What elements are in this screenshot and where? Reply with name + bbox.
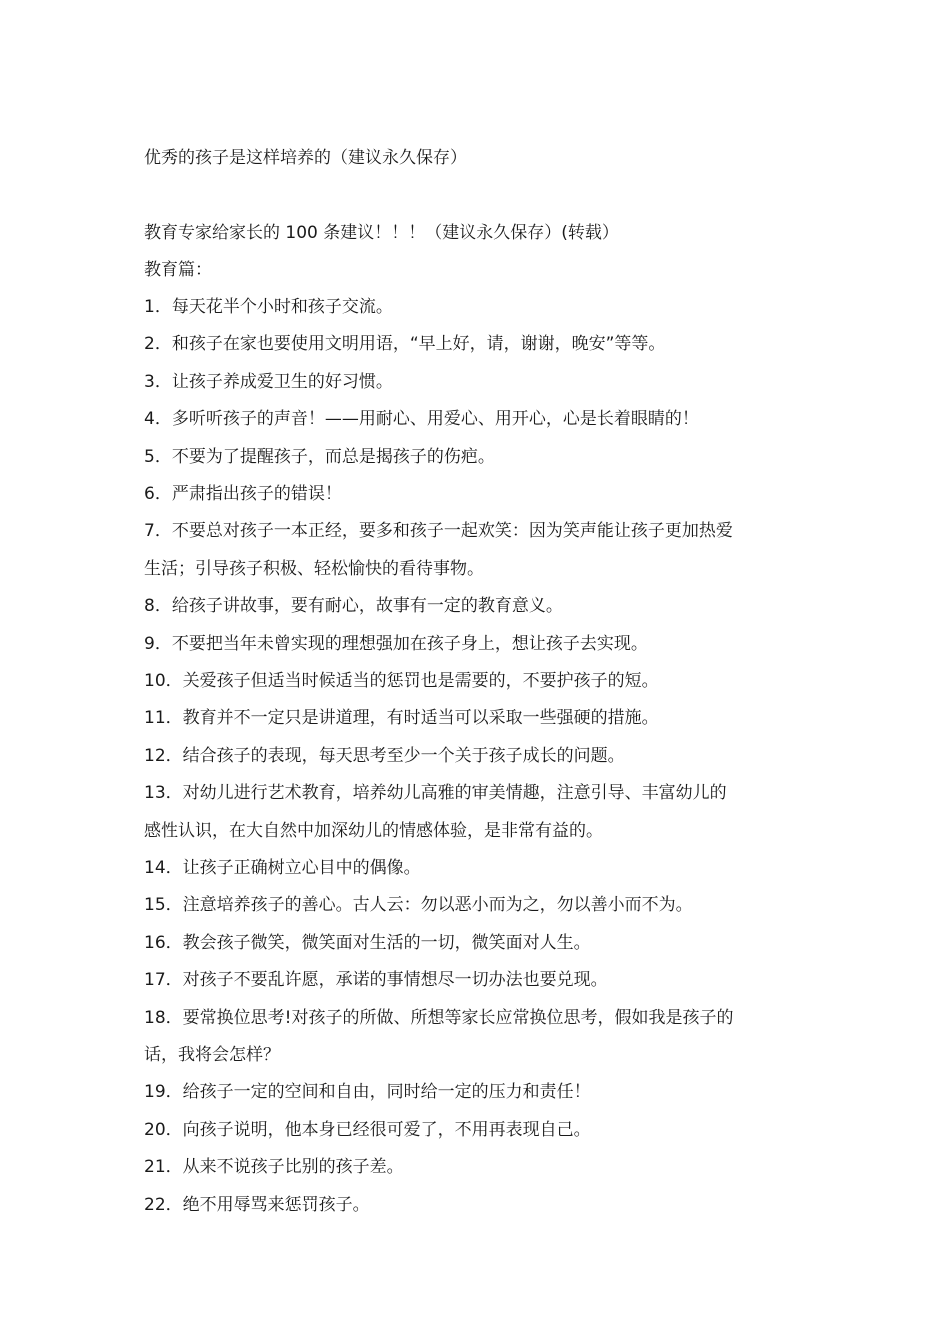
- advice-line: 14．让孩子正确树立心目中的偶像。: [144, 858, 421, 878]
- advice-line: 19．给孩子一定的空间和自由，同时给一定的压力和责任！: [144, 1082, 591, 1102]
- advice-line: 10．关爱孩子但适当时候适当的惩罚也是需要的，不要护孩子的短。: [144, 671, 659, 691]
- document-title: 优秀的孩子是这样培养的（建议永久保存）: [144, 148, 467, 168]
- advice-line: 21．从来不说孩子比别的孩子差。: [144, 1157, 404, 1177]
- advice-line: 2．和孩子在家也要使用文明用语，“早上好，请，谢谢，晚安”等等。: [144, 334, 666, 354]
- advice-line: 13．对幼儿进行艺术教育，培养幼儿高雅的审美情趣，注意引导、丰富幼儿的: [144, 783, 727, 803]
- document-subtitle: 教育专家给家长的 100 条建议！！！（建议永久保存）(转载）: [144, 223, 619, 243]
- advice-line: 4．多听听孩子的声音！——用耐心、用爱心、用开心，心是长着眼睛的！: [144, 409, 699, 429]
- advice-line: 7．不要总对孩子一本正经，要多和孩子一起欢笑：因为笑声能让孩子更加热爱: [144, 521, 733, 541]
- advice-line: 20．向孩子说明，他本身已经很可爱了，不用再表现自己。: [144, 1120, 591, 1140]
- advice-line: 生活；引导孩子积极、轻松愉快的看待事物。: [144, 559, 484, 579]
- advice-line: 3．让孩子养成爱卫生的好习惯。: [144, 372, 393, 392]
- advice-line: 17．对孩子不要乱许愿，承诺的事情想尽一切办法也要兑现。: [144, 970, 608, 990]
- advice-line: 15．注意培养孩子的善心。古人云：勿以恶小而为之，勿以善小而不为。: [144, 895, 693, 915]
- advice-line: 感性认识，在大自然中加深幼儿的情感体验，是非常有益的。: [144, 821, 603, 841]
- advice-line: 18．要常换位思考!对孩子的所做、所想等家长应常换位思考，假如我是孩子的: [144, 1008, 734, 1028]
- advice-line: 12．结合孩子的表现，每天思考至少一个关于孩子成长的问题。: [144, 746, 625, 766]
- advice-line: 22．绝不用辱骂来惩罚孩子。: [144, 1195, 370, 1215]
- section-label: 教育篇：: [144, 260, 212, 280]
- advice-line: 6．严肃指出孩子的错误！: [144, 484, 342, 504]
- advice-line: 1．每天花半个小时和孩子交流。: [144, 297, 393, 317]
- advice-line: 话，我将会怎样？: [144, 1045, 280, 1065]
- advice-line: 16．教会孩子微笑，微笑面对生活的一切，微笑面对人生。: [144, 933, 591, 953]
- advice-line: 8．给孩子讲故事，要有耐心，故事有一定的教育意义。: [144, 596, 563, 616]
- advice-line: 11．教育并不一定只是讲道理，有时适当可以采取一些强硬的措施。: [144, 708, 659, 728]
- advice-line: 9．不要把当年未曾实现的理想强加在孩子身上，想让孩子去实现。: [144, 634, 648, 654]
- advice-line: 5．不要为了提醒孩子，而总是揭孩子的伤疤。: [144, 447, 495, 467]
